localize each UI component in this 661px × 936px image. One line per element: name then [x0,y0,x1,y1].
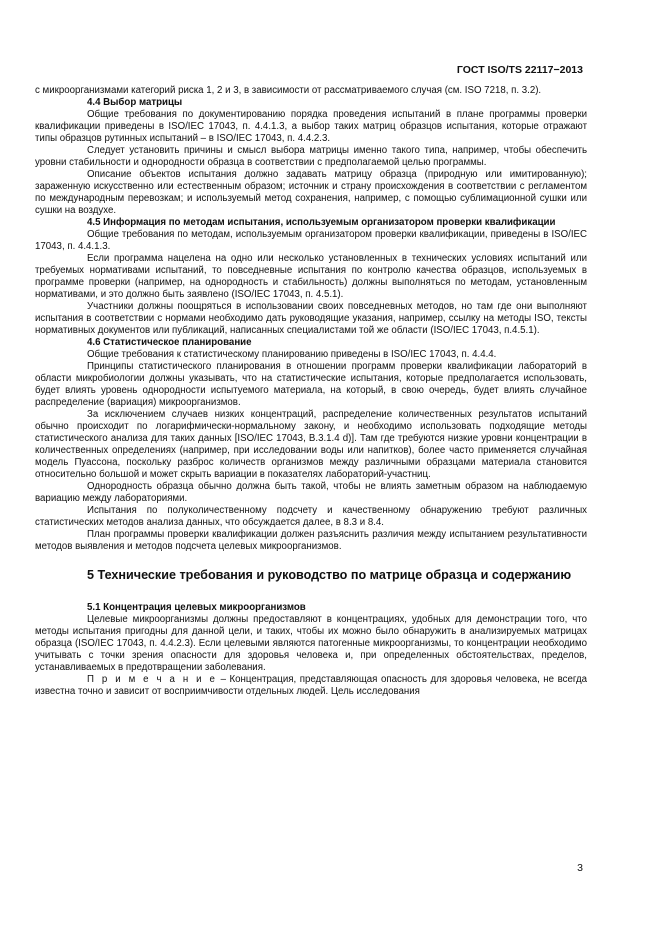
paragraph: Общие требования по документированию порядка проведения испытаний в плане программы проверки квалификации приведены в ISO/IEC 17043, п. 4.4.1.3, а выбор таких матриц образцов испытания, которые отражают типы образцов рутинных испытаний – в ISO/IEC 17043, п. 4.4.2.3. [35,109,587,144]
paragraph-continuation: с микроорганизмами категорий риска 1, 2 и 3, в зависимости от рассматриваемого случая (см. ISO 7218, п. 3.2). [35,85,542,96]
paragraph: Описание объектов испытания должно задавать матрицу образца (природную или имитированную); зараженную искусственно или естественным образом; источник и страну происхождения в соответствии с регламентом по международным перевозкам; и используемый метод сохранения, например, с помощью сублимационной сушки или сушки на воздухе. [35,169,587,216]
heading-5-1: 5.1 Концентрация целевых микроорганизмов [87,601,306,613]
document-body [35,85,587,698]
paragraph: Принципы статистического планирования в отношении программ проверки квалификации лабораторий в области микробиологии должны указывать, что на статистические испытания, которые предполагается использовать, будет влиять уровень однородности испытуемого материала, на который, в свою очередь, будет влиять случайное распределение (вариация) микроорганизмов. [35,361,587,408]
paragraph: Участники должны поощряться в использовании своих повседневных методов, но там где они выполняют испытания в соответствии с нормами необходимо дать руководящие указания, например, ссылку на методы ISO, тексты нормативных документов или публикаций, написанных специалистами той же области (ISO/IEC 17043, п.4.5.1). [35,301,587,336]
paragraph: План программы проверки квалификации должен разъяснить различия между испытанием результативности методов выявления и методов подсчета целевых микроорганизмов. [35,529,587,552]
section-5-heading: 5 Технические требования и руководство по матрице образца и содержанию [87,568,572,582]
page-number: 3 [577,862,583,874]
paragraph: Испытания по полуколичественному подсчету и качественному обнаружению требуют различных статистических методов анализа данных, что обсуждается далее, в 8.3 и 8.4. [35,505,587,528]
note-paragraph [35,674,587,698]
paragraph: Целевые микроорганизмы должны предоставляют в концентрациях, удобных для демонстрации того, что методы испытания пригодны для данной цели, и таких, чтобы их можно было обнаружить в анализируемых матрицах образца (ISO/IEC 17043, п. 4.4.2.3). Если целевыми являются патогенные микроорганизмы, то концентрации необходимо учитывать с точки зрения опасности для здоровья человека и, при определенных обстоятельствах, пределов, устанавливаемых в предотвращении заболевания. [35,613,587,673]
paragraph: Если программа нацелена на одно или несколько установленных в технических условиях испытаний или требуемых нормативами испытаний, то повседневные испытания по контролю качества образцов, используемых в программе проверки (например, на однородность и стабильность) должны выполняться по методам, установленным нормативами, и это должно быть заявлено (ISO/IEC 17043, п. 4.5.1). [35,253,587,300]
heading-4-6: 4.6 Статистическое планирование [87,337,252,348]
paragraph: За исключением случаев низких концентраций, распределение количественных результатов испытаний обычно происходит по логарифмически-нормальному закону, и необходимо использовать подходящие методы статистического анализа для таких данных [ISO/IEC 17043, B.3.1.4 d)]. Там где требуются низкие уровни концентрации в количественных определениях (например, при исследовании воды или напитков), более часто применяется случайная модель Пуассона, поскольку разброс количеств организмов между различными образцами материала становится относительно большой и может скрыть вариации в показателях лабораторий-участниц. [35,409,587,480]
paragraph: Общие требования по методам, используемым организатором проверки квалификации, приведены в ISO/IEC 17043, п. 4.4.1.3. [35,229,587,252]
note-label: П р и м е ч а н и е [87,673,218,685]
standard-header: ГОСТ ISO/TS 22117−2013 [456,64,583,76]
heading-4-4: 4.4 Выбор матрицы [87,97,183,108]
paragraph: Следует установить причины и смысл выбора матрицы именно такого типа, например, чтобы обеспечить уровни стабильности и однородности образца в соответствии с предполагаемой целью программы. [35,145,587,168]
paragraph: Общие требования к статистическому планированию приведены в ISO/IEC 17043, п. 4.4.4. [87,349,497,360]
heading-4-5: 4.5 Информация по методам испытания, используемым организатором проверки квалификации [87,217,556,228]
paragraph: Однородность образца обычно должна быть такой, чтобы не влиять заметным образом на наблюдаемую вариацию между лабораториями. [35,481,587,504]
note-text: – Концентрация, представляющая опасность для здоровья человека, не всегда известна точно и зависит от восприимчивости отдельных людей. Цель исследования [35,673,587,697]
